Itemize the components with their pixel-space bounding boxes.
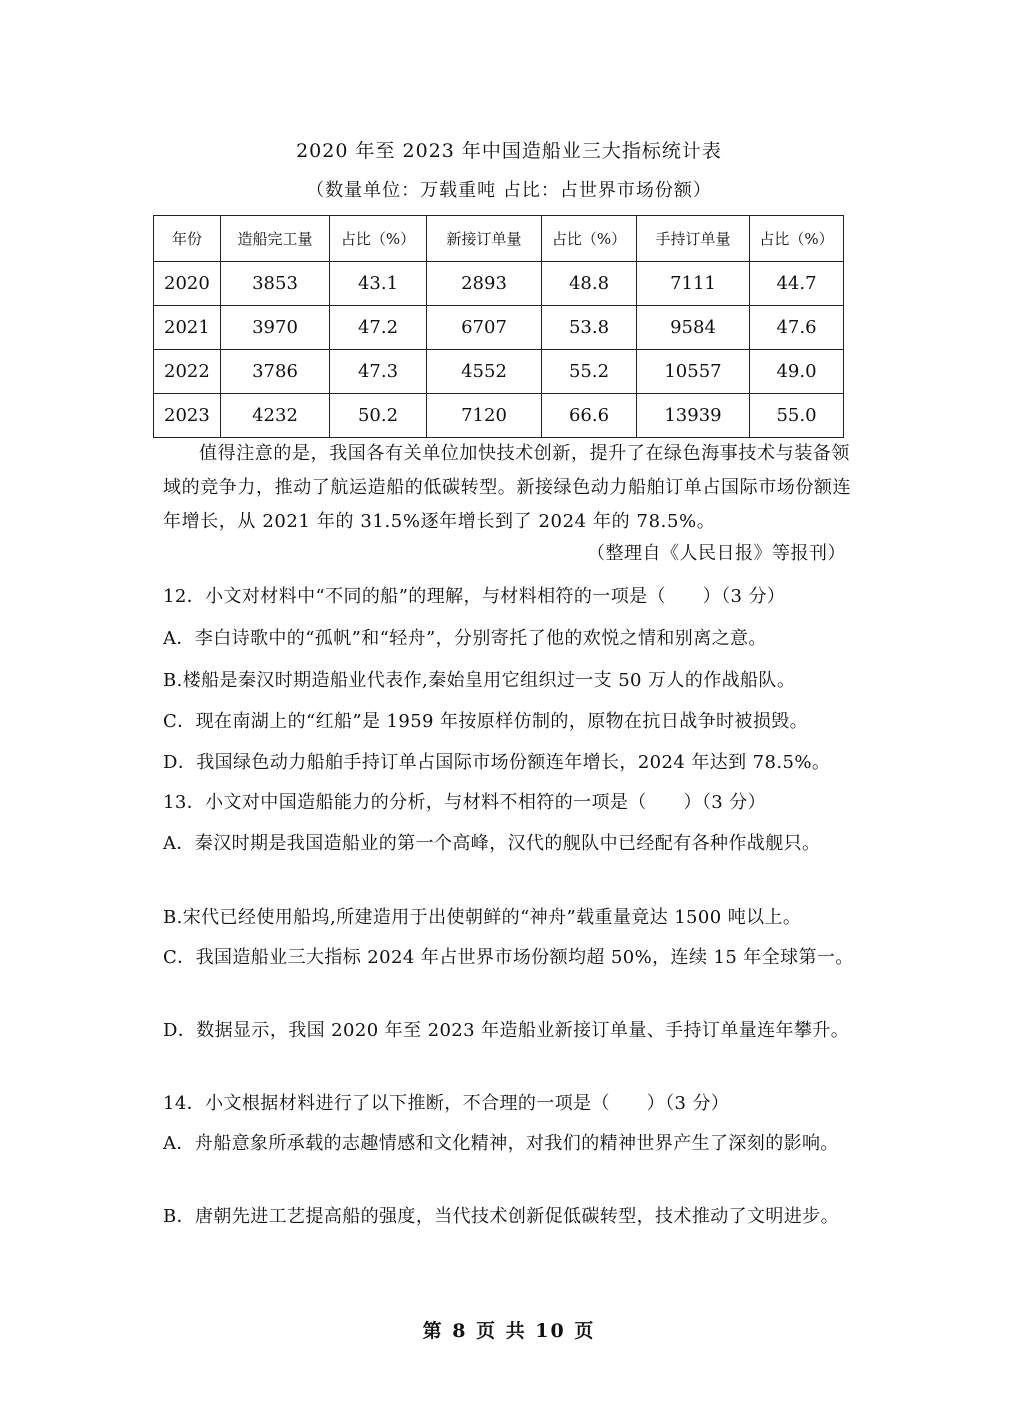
- cell-backlog: 10557: [637, 350, 750, 394]
- statistics-table: [153, 215, 844, 438]
- q12-option-b[interactable]: B.楼船是秦汉时期造船业代表作,秦始皇用它组织过一支 50 万人的作战船队。: [163, 670, 796, 691]
- cell-completed: 3970: [221, 306, 330, 350]
- q13-option-a[interactable]: A．秦汉时期是我国造船业的第一个高峰，汉代的舰队中已经配有各种作战舰只。: [163, 833, 821, 854]
- cell-backlog: 13939: [637, 394, 750, 438]
- cell-backlog: 9584: [637, 306, 750, 350]
- q13-option-d[interactable]: D．数据显示，我国 2020 年至 2023 年造船业新接订单量、手持订单量连年攀升。: [163, 1020, 850, 1041]
- cell-new-orders: 7120: [427, 394, 542, 438]
- cell-new-orders-share: 48.8: [542, 262, 637, 306]
- q12-stem: 12．小文对材料中“不同的船”的理解，与材料相符的一项是（ ）（3 分）: [163, 586, 786, 607]
- q13-option-b[interactable]: B.宋代已经使用船坞,所建造用于出使朝鲜的“神舟”载重量竟达 1500 吨以上。: [163, 907, 802, 928]
- cell-year: 2022: [154, 350, 221, 394]
- q12-option-d[interactable]: D．我国绿色动力船舶手持订单占国际市场份额连年增长，2024 年达到 78.5%。: [163, 752, 831, 773]
- cell-backlog-share: 47.6: [750, 306, 844, 350]
- q13-stem: 13．小文对中国造船能力的分析，与材料不相符的一项是（ ）（3 分）: [163, 792, 767, 813]
- source-note: （整理自《人民日报》等报刊）: [587, 543, 846, 564]
- page-footer: 第 8 页 共 10 页: [422, 1320, 596, 1342]
- q12-option-a[interactable]: A．李白诗歌中的“孤帆”和“轻舟”，分别寄托了他的欢悦之情和别离之意。: [163, 628, 767, 649]
- cell-new-orders-share: 53.8: [542, 306, 637, 350]
- cell-completed-share: 50.2: [330, 394, 427, 438]
- cell-new-orders: 4552: [427, 350, 542, 394]
- cell-completed: 3853: [221, 262, 330, 306]
- header-new-orders-share: 占比（%）: [542, 216, 637, 262]
- q14-stem: 14．小文根据材料进行了以下推断，不合理的一项是（ ）（3 分）: [163, 1093, 730, 1114]
- cell-backlog-share: 55.0: [750, 394, 844, 438]
- header-new-orders: 新接订单量: [427, 216, 542, 262]
- cell-completed: 4232: [221, 394, 330, 438]
- cell-year: 2020: [154, 262, 221, 306]
- header-year: 年份: [154, 216, 221, 262]
- cell-completed-share: 47.2: [330, 306, 427, 350]
- header-completed-share: 占比（%）: [330, 216, 427, 262]
- header-backlog: 手持订单量: [637, 216, 750, 262]
- cell-new-orders-share: 66.6: [542, 394, 637, 438]
- cell-new-orders-share: 55.2: [542, 350, 637, 394]
- table-subtitle: （数量单位：万载重吨 占比：占世界市场份额）: [306, 180, 712, 201]
- table-row: [154, 262, 844, 306]
- cell-completed: 3786: [221, 350, 330, 394]
- table-row: [154, 350, 844, 394]
- cell-year: 2023: [154, 394, 221, 438]
- q14-option-a[interactable]: A．舟船意象所承载的志趣情感和文化精神，对我们的精神世界产生了深刻的影响。: [163, 1133, 839, 1154]
- q12-option-c[interactable]: C．现在南湖上的“红船”是 1959 年按原样仿制的，原物在抗日战争时被损毁。: [163, 711, 809, 732]
- cell-completed-share: 43.1: [330, 262, 427, 306]
- cell-year: 2021: [154, 306, 221, 350]
- cell-backlog-share: 44.7: [750, 262, 844, 306]
- cell-new-orders: 6707: [427, 306, 542, 350]
- header-backlog-share: 占比（%）: [750, 216, 844, 262]
- material-paragraph: 值得注意的是，我国各有关单位加快技术创新，提升了在绿色海事技术与装备领域的竞争力，推动了航运造船的低碳转型。新接绿色动力船舶订单占国际市场份额连年增长，从 2021 年的 31.5%逐年增长到了 2024 年的 78.5%。: [163, 443, 852, 532]
- table-row: [154, 306, 844, 350]
- table-row: [154, 394, 844, 438]
- table-title: 2020 年至 2023 年中国造船业三大指标统计表: [296, 140, 722, 162]
- cell-backlog-share: 49.0: [750, 350, 844, 394]
- q13-option-c[interactable]: C．我国造船业三大指标 2024 年占世界市场份额均超 50%，连续 15 年全球第一。: [163, 947, 854, 968]
- cell-completed-share: 47.3: [330, 350, 427, 394]
- table-header-row: [154, 216, 844, 262]
- cell-backlog: 7111: [637, 262, 750, 306]
- cell-new-orders: 2893: [427, 262, 542, 306]
- header-completed: 造船完工量: [221, 216, 330, 262]
- q14-option-b[interactable]: B．唐朝先进工艺提高船的强度，当代技术创新促低碳转型，技术推动了文明进步。: [163, 1206, 840, 1227]
